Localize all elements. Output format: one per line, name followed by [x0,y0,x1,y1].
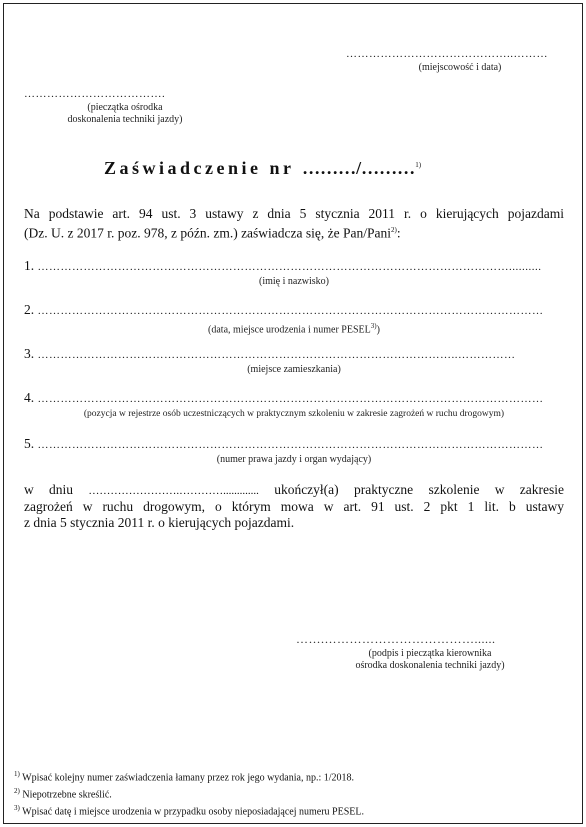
footnote-1-text: Wpisać kolejny numer zaświadczenia łamany przez rok jego wydania, np.: 1/2018. [22,772,354,784]
field-5-caption: (numer prawa jazdy i organ wydający) [216,454,372,465]
title-text: Zaświadczenie nr [104,158,295,178]
field-3-dots: ………………………………………………………………………………………………..…………… [37,349,516,361]
field-3-caption: (miejsce zamieszkania) [247,364,341,375]
footnote-1 [14,768,354,784]
completion-line1: w dniu …………………….…………............. ukończył(a) praktyczne szkolenie w zakresie [24,482,565,497]
field-4-row [24,390,544,406]
field-5-dots: …………………………………………………………………………………………………………………… [37,439,544,451]
completion-line2: zagrożeń w ruchu drogowym, o którym mowa w art. 91 ust. 2 pkt 1 lit. b ustawy [24,499,564,514]
signature-dots: …….………………………………...... [296,632,496,646]
field-2-caption-ref: 3) [370,322,377,330]
field-2-caption: (data, miejsce urodzenia i numer PESEL$^{3)}$) [208,322,380,336]
intro-line2: (Dz. U. z 2017 r. poz. 978, z późn. zm.) zaświadcza się, że Pan/Pani$^{2)}$: [24,225,401,241]
footnote-3-ref: 3) [14,804,20,812]
field-3-row [24,346,516,362]
field-2-number: 2. [24,302,35,317]
field-4-dots: …………………………………………………………………………………………………………………… [37,393,544,405]
field-5-row [24,436,544,452]
field-3-number: 3. [24,346,35,361]
intro-paragraph [24,206,564,242]
footnote-3 [14,802,364,818]
field-4-caption: (pozycja w rejestrze osób uczestniczących w praktycznym szkoleniu w zakresie zagrożeń w ruchu drogowym) [83,409,505,419]
stamp-caption [40,102,210,126]
title-number-dots: ………/……… [302,158,416,178]
completion-line3: z dnia 5 stycznia 2011 r. o kierujących pojazdami. [24,515,295,530]
field-2-dots: …………………………………………………………………………………………………………………… [37,305,544,317]
intro-line1: Na podstawie art. 94 ust. 3 ustawy z dnia 5 stycznia 2011 r. o kierujących pojazdami [24,206,564,221]
footnote-2-text: Niepotrzebne skreślić. [22,789,112,801]
signature-caption-line2: ośrodka doskonalenia techniki jazdy) [355,660,505,671]
intro-footnote-ref: 2) [391,226,397,234]
stamp-caption-line1: (pieczątka ośrodka [87,102,163,113]
title-footnote-ref: 1) [415,161,422,169]
place-date-dots: ……………………………………..……… [346,48,548,60]
completion-date-dots: …………………….…………............. [88,485,259,497]
field-1-caption: (imię i nazwisko) [259,276,329,287]
field-1-row [24,258,542,274]
place-date-caption: (miejscowość i data) [418,62,502,73]
stamp-caption-line2: doskonalenia techniki jazdy) [67,114,183,125]
footnote-2-ref: 2) [14,787,20,795]
completion-paragraph [24,482,564,531]
field-1-number: 1. [24,258,35,273]
field-1-dots: …………………………………………………………………………………………………………….......... [37,261,542,273]
field-2-row [24,302,544,318]
footnote-1-ref: 1) [14,770,20,778]
document-title [104,158,421,179]
footnote-2 [14,785,112,801]
field-4-number: 4. [24,390,35,405]
footnote-3-text: Wpisać datę i miejsce urodzenia w przypadku osoby nieposiadającej numeru PESEL. [22,806,365,818]
signature-caption-line1: (podpis i pieczątka kierownika [368,648,492,659]
signature-caption [320,648,540,672]
stamp-dots: ………………………………. [24,88,166,100]
field-5-number: 5. [24,436,35,451]
